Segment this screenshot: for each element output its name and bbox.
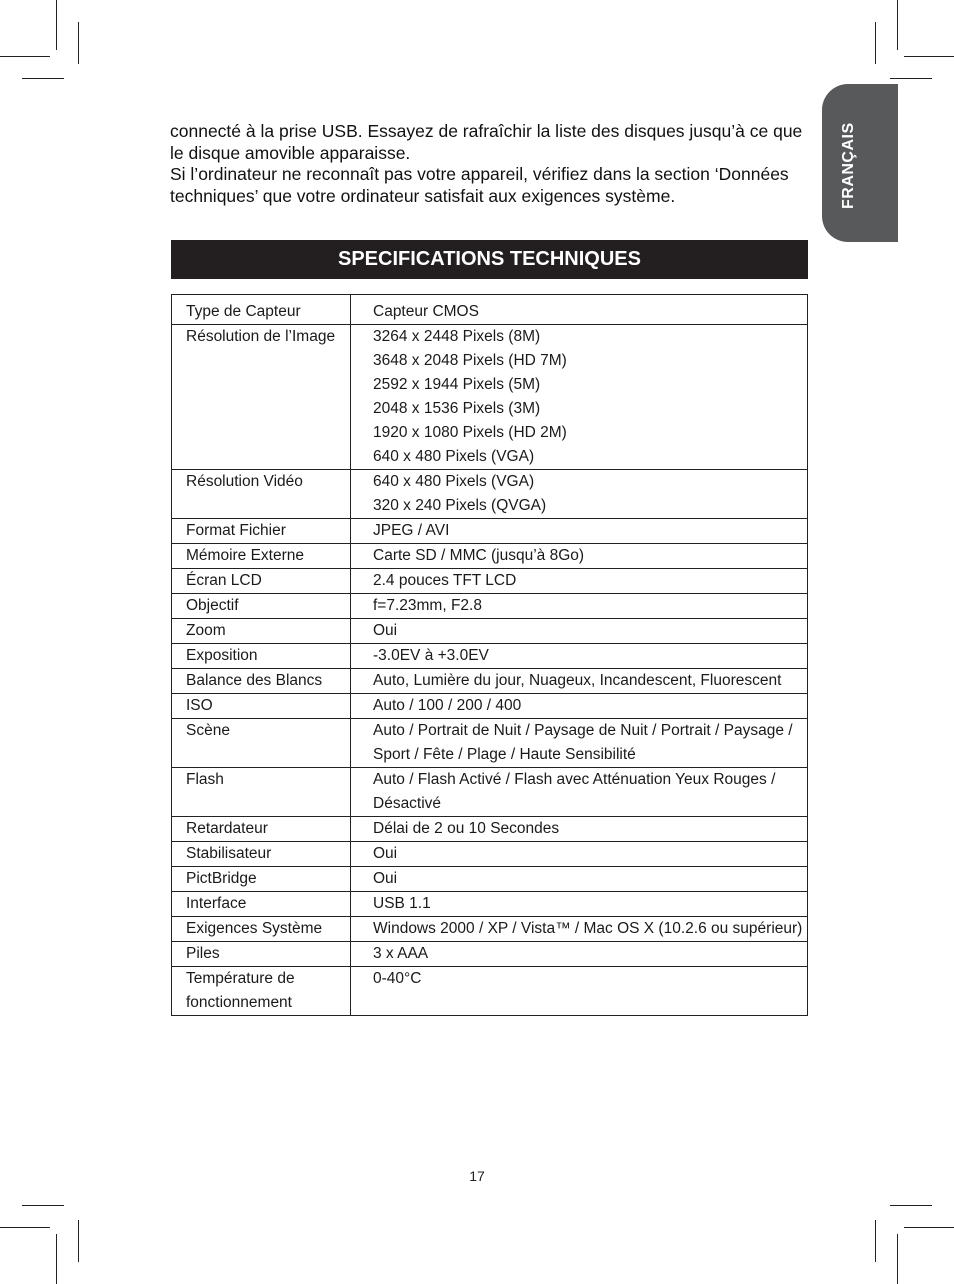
spec-value-cell: [351, 867, 808, 892]
page-number: 17: [469, 1168, 485, 1184]
spec-key-cell: [172, 942, 351, 967]
spec-value-cell: [351, 942, 808, 967]
spec-value: 640 x 480 Pixels (VGA): [373, 448, 535, 465]
spec-key: Exposition: [186, 647, 258, 664]
language-tab-label: FRANÇAIS: [840, 122, 857, 210]
spec-value: Carte SD / MMC (jusqu’à 8Go): [373, 547, 585, 564]
spec-key: ISO: [186, 697, 213, 714]
spec-value: -3.0EV à +3.0EV: [373, 647, 489, 664]
spec-value: Sport / Fête / Plage / Haute Sensibilité: [373, 746, 636, 763]
spec-value: 2.4 pouces TFT LCD: [373, 572, 517, 589]
spec-key: PictBridge: [186, 870, 257, 887]
spec-value-cell: [351, 842, 808, 867]
table-row: [172, 519, 808, 544]
spec-value-cell: [351, 519, 808, 544]
spec-key-cell: [172, 519, 351, 544]
spec-value: USB 1.1: [373, 895, 431, 912]
table-row: [172, 619, 808, 644]
spec-value-cell: [351, 569, 808, 594]
table-row: [172, 694, 808, 719]
spec-key-cell: [172, 867, 351, 892]
spec-key: Température de: [186, 970, 295, 987]
section-title: SPECIFICATIONS TECHNIQUES: [171, 240, 808, 279]
spec-value: 2592 x 1944 Pixels (5M): [373, 376, 541, 393]
table-row: [172, 817, 808, 842]
spec-value-cell: [351, 544, 808, 569]
spec-key-cell: [172, 644, 351, 669]
spec-key-cell: [172, 817, 351, 842]
spec-key: Balance des Blancs: [186, 672, 323, 689]
intro-text: [170, 121, 810, 207]
table-row: [172, 842, 808, 867]
intro-paragraph-2: Si l’ordinateur ne reconnaît pas votre appareil, vérifiez dans la section ‘Données techniques’ que votre ordinateur satisfait aux exigences système.: [170, 164, 789, 206]
table-row: [172, 967, 808, 1016]
spec-value-cell: [351, 619, 808, 644]
spec-value-cell: [351, 295, 808, 325]
table-row: [172, 544, 808, 569]
table-row: [172, 669, 808, 694]
spec-value: f=7.23mm, F2.8: [373, 597, 482, 614]
table-row: [172, 569, 808, 594]
spec-key-cell: [172, 768, 351, 817]
table-row: [172, 892, 808, 917]
table-row: [172, 768, 808, 817]
spec-value: Délai de 2 ou 10 Secondes: [373, 820, 560, 837]
spec-key: Flash: [186, 771, 224, 788]
table-row: [172, 942, 808, 967]
table-row: [172, 917, 808, 942]
spec-value-cell: [351, 694, 808, 719]
spec-key-cell: [172, 842, 351, 867]
spec-key: Résolution Vidéo: [186, 473, 303, 490]
spec-key-cell: [172, 669, 351, 694]
intro-paragraph-1: connecté à la prise USB. Essayez de rafraîchir la liste des disques jusqu’à ce que le disque amovible apparaisse.: [170, 121, 803, 163]
spec-value: Oui: [373, 845, 398, 862]
spec-key-cell: [172, 295, 351, 325]
spec-value: Oui: [373, 622, 398, 639]
table-row: [172, 867, 808, 892]
table-row: [172, 644, 808, 669]
spec-key-cell: [172, 569, 351, 594]
table-row: [172, 719, 808, 768]
spec-key: Stabilisateur: [186, 845, 272, 862]
spec-value: 3264 x 2448 Pixels (8M): [373, 328, 541, 345]
spec-key: fonctionnement: [186, 994, 292, 1011]
table-row: [172, 470, 808, 519]
spec-key-cell: [172, 917, 351, 942]
spec-value: 1920 x 1080 Pixels (HD 2M): [373, 424, 567, 441]
spec-value: Auto / Flash Activé / Flash avec Atténuation Yeux Rouges /: [373, 771, 776, 788]
spec-value-cell: [351, 644, 808, 669]
spec-table: [171, 294, 808, 1016]
spec-key: Piles: [186, 945, 220, 962]
spec-value-cell: [351, 892, 808, 917]
spec-key-cell: [172, 719, 351, 768]
spec-key: Mémoire Externe: [186, 547, 305, 564]
spec-value: 3 x AAA: [373, 945, 429, 962]
spec-key: Format Fichier: [186, 522, 286, 539]
spec-key-cell: [172, 325, 351, 470]
spec-value: 640 x 480 Pixels (VGA): [373, 473, 535, 490]
spec-key: Zoom: [186, 622, 226, 639]
spec-key: Retardateur: [186, 820, 268, 837]
spec-value-cell: [351, 594, 808, 619]
spec-key-cell: [172, 544, 351, 569]
spec-value-cell: [351, 669, 808, 694]
spec-key-cell: [172, 619, 351, 644]
spec-value: Désactivé: [373, 795, 442, 812]
spec-value-cell: [351, 325, 808, 470]
spec-key-cell: [172, 967, 351, 1016]
spec-value: JPEG / AVI: [373, 522, 450, 539]
spec-value: Auto, Lumière du jour, Nuageux, Incandescent, Fluorescent: [373, 672, 782, 689]
spec-key-cell: [172, 694, 351, 719]
spec-key: Écran LCD: [186, 572, 262, 589]
spec-value: 320 x 240 Pixels (QVGA): [373, 497, 547, 514]
spec-key: Interface: [186, 895, 247, 912]
spec-value-cell: [351, 719, 808, 768]
spec-value-cell: [351, 967, 808, 1016]
spec-value: 3648 x 2048 Pixels (HD 7M): [373, 352, 567, 369]
spec-key: Exigences Système: [186, 920, 323, 937]
spec-key: Objectif: [186, 597, 239, 614]
spec-value: 0-40°C: [373, 970, 422, 987]
spec-value: Capteur CMOS: [373, 303, 479, 320]
spec-key: Type de Capteur: [186, 303, 301, 320]
spec-value: Windows 2000 / XP / Vista™ / Mac OS X (10.2.6 ou supérieur): [373, 920, 803, 937]
spec-key-cell: [172, 892, 351, 917]
table-row: [172, 325, 808, 470]
spec-key: Scène: [186, 722, 230, 739]
spec-value-cell: [351, 768, 808, 817]
spec-value: Auto / Portrait de Nuit / Paysage de Nuit / Portrait / Paysage /: [373, 722, 793, 739]
spec-value: 2048 x 1536 Pixels (3M): [373, 400, 541, 417]
table-row: [172, 295, 808, 325]
table-row: [172, 594, 808, 619]
spec-key-cell: [172, 594, 351, 619]
spec-value-cell: [351, 470, 808, 519]
spec-key-cell: [172, 470, 351, 519]
spec-key: Résolution de l’Image: [186, 328, 336, 345]
spec-value-cell: [351, 917, 808, 942]
spec-value: Auto / 100 / 200 / 400: [373, 697, 522, 714]
spec-value-cell: [351, 817, 808, 842]
spec-value: Oui: [373, 870, 398, 887]
